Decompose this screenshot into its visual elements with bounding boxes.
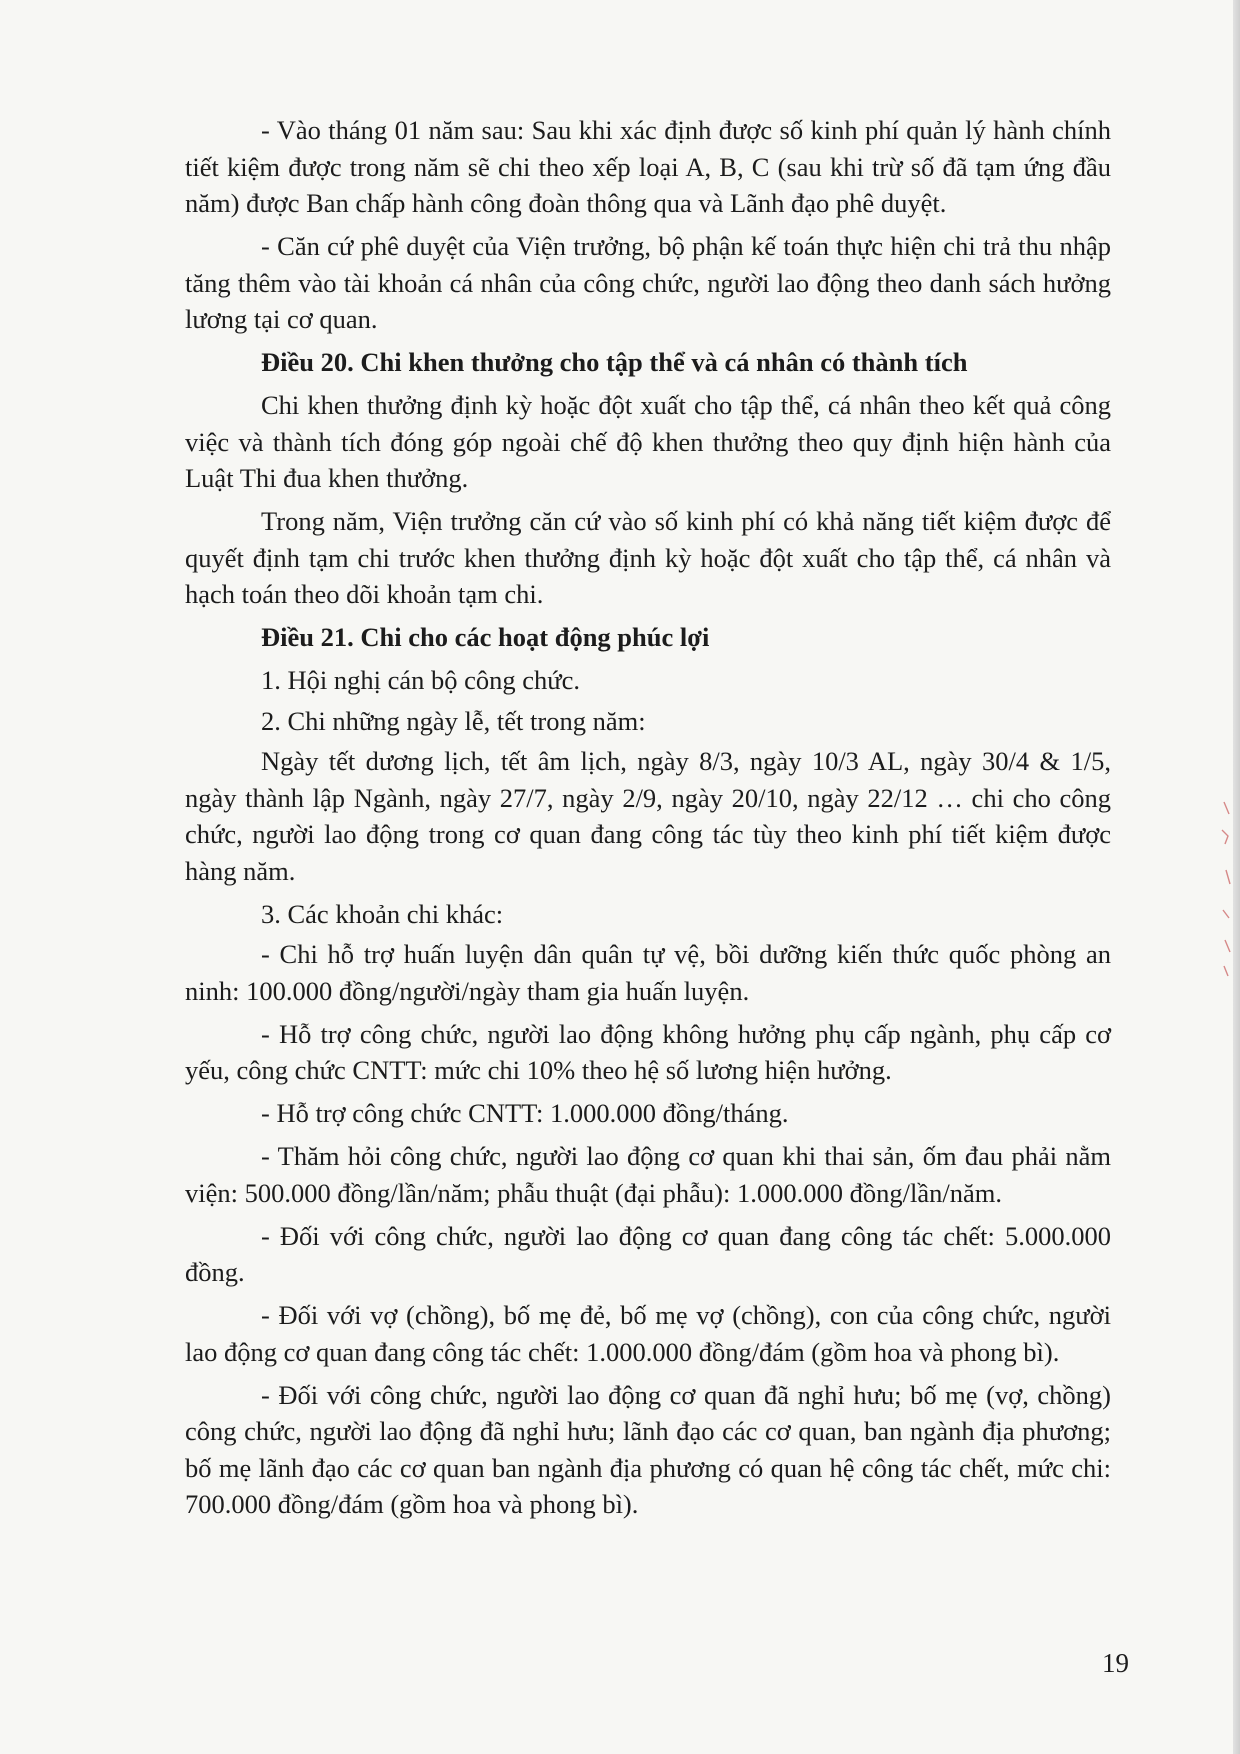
paragraph-payment-january: - Vào tháng 01 năm sau: Sau khi xác định được số kinh phí quản lý hành chính tiết kiệm được trong năm sẽ chi theo xếp loại A, B, C (sau khi trừ số đã tạm ứng đầu năm) được Ban chấp hành công đoàn thông qua và Lãnh đạo phê duyệt.: [185, 115, 1111, 218]
paragraph-reward-periodic: Chi khen thưởng định kỳ hoặc đột xuất cho tập thể, cá nhân theo kết quả công việc và thành tích đóng góp ngoài chế độ khen thưởng theo quy định hiện hành của Luật Thi đua khen thưởng.: [185, 390, 1111, 493]
paragraph-it-support: - Hỗ trợ công chức CNTT: 1.000.000 đồng/tháng.: [261, 1098, 789, 1128]
item-3-other-expenses: 3. Các khoản chi khác:: [261, 898, 504, 929]
paragraph-director-approval: - Căn cứ phê duyệt của Viện trưởng, bộ phận kế toán thực hiện chi trả thu nhập tăng thêm vào tài khoản cá nhân của công chức, người lao động theo danh sách hưởng lương tại cơ quan.: [185, 231, 1111, 334]
page-number: 19: [1102, 1648, 1129, 1678]
paragraph-holiday-list: Ngày tết dương lịch, tết âm lịch, ngày 8/3, ngày 10/3 AL, ngày 30/4 & 1/5, ngày thành lập Ngành, ngày 27/7, ngày 2/9, ngày 20/10, ngày 22/12 … chi cho công chức, người lao động trong cơ quan đang công tác tùy theo kinh phí tiết kiệm được hàng năm.: [185, 746, 1111, 886]
item-1-conference: 1. Hội nghị cán bộ công chức.: [261, 665, 581, 695]
paragraph-staff-death: - Đối với công chức, người lao động cơ quan đang công tác chết: 5.000.000 đồng.: [185, 1220, 1111, 1287]
stamp-edge-mark: [1220, 800, 1234, 980]
paragraph-sickness-visit: - Thăm hỏi công chức, người lao động cơ quan khi thai sản, ốm đau phải nằm viện: 500.000 đồng/lần/năm; phẫu thuật (đại phẫu): 1.000.000 đồng/lần/năm.: [185, 1141, 1111, 1208]
scan-edge: [1233, 0, 1240, 1754]
paragraph-family-death: - Đối với vợ (chồng), bố mẹ đẻ, bố mẹ vợ (chồng), con của công chức, người lao động cơ quan đang công tác chết: 1.000.000 đồng/đám (gồm hoa và phong bì).: [185, 1300, 1111, 1367]
document-body: [185, 112, 1111, 1529]
paragraph-militia-training: - Chi hỗ trợ huấn luyện dân quân tự vệ, bồi dưỡng kiến thức quốc phòng an ninh: 100.000 đồng/người/ngày tham gia huấn luyện.: [185, 939, 1111, 1006]
item-2-holidays: 2. Chi những ngày lễ, tết trong năm:: [261, 705, 646, 736]
article-21-heading: Điều 21. Chi cho các hoạt động phúc lợi: [261, 622, 710, 652]
paragraph-reward-advance: Trong năm, Viện trưởng căn cứ vào số kinh phí có khả năng tiết kiệm được để quyết định tạm chi trước khen thưởng định kỳ hoặc đột xuất cho tập thể, cá nhân và hạch toán theo dõi khoản tạm chi.: [185, 506, 1111, 609]
paragraph-retired-death: - Đối với công chức, người lao động cơ quan đã nghỉ hưu; bố mẹ (vợ, chồng) công chức, người lao động đã nghỉ hưu; lãnh đạo các cơ quan, ban ngành địa phương; bố mẹ lãnh đạo các cơ quan ban ngành địa phương có quan hệ công tác chết, mức chi: 700.000 đồng/đám (gồm hoa và phong bì).: [185, 1379, 1111, 1519]
paragraph-allowance-support: - Hỗ trợ công chức, người lao động không hưởng phụ cấp ngành, phụ cấp cơ yếu, công chức CNTT: mức chi 10% theo hệ số lương hiện hưởng.: [185, 1018, 1111, 1085]
article-20-heading: Điều 20. Chi khen thưởng cho tập thể và cá nhân có thành tích: [261, 347, 968, 377]
